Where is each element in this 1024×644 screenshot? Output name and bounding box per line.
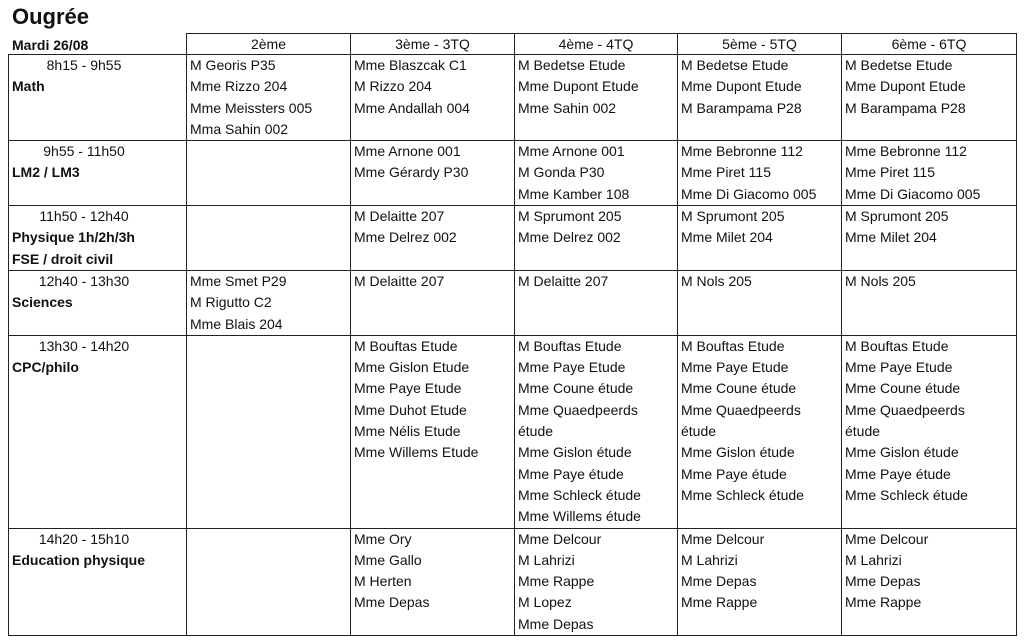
teacher-entry: Mme Arnone 001 — [518, 143, 625, 160]
teacher-entry: Mme Ory — [354, 530, 412, 547]
teacher-entry: Mme Sahin 002 — [518, 99, 617, 116]
table-row — [9, 206, 1017, 271]
teacher-entry: M Rigutto C2 — [190, 294, 272, 311]
subject-label: Math — [12, 78, 45, 95]
teacher-entry: Mme Paye Etude — [681, 359, 789, 376]
subject-label: LM2 / LM3 — [12, 164, 80, 181]
teacher-entry: Mme Willems étude — [518, 508, 641, 525]
schedule-cell — [351, 528, 515, 635]
table-row — [9, 528, 1017, 635]
schedule-cell — [842, 528, 1017, 635]
schedule-cell — [842, 55, 1017, 141]
schedule-cell — [842, 335, 1017, 528]
teacher-entry: M Bouftas Etude — [681, 337, 785, 354]
teacher-entry: Mme Bebronne 112 — [681, 143, 803, 160]
teacher-entry: Mme Piret 115 — [681, 164, 771, 181]
schedule-cell — [351, 270, 515, 335]
teacher-entry: Mme Coune étude — [518, 380, 634, 397]
schedule-cell — [678, 270, 842, 335]
teacher-entry: Mme Depas — [354, 594, 430, 611]
teacher-entry: M Bouftas Etude — [845, 337, 949, 354]
teacher-entry: Mme Delcour — [681, 530, 765, 547]
teacher-entry: Mma Sahin 002 — [190, 120, 289, 137]
schedule-cell — [678, 141, 842, 206]
teacher-entry: Mme Delrez 002 — [354, 229, 457, 246]
teacher-entry: M Delaitte 207 — [354, 208, 445, 225]
teacher-entry: Mme Rappe — [845, 594, 922, 611]
time-slot-cell — [9, 335, 187, 528]
subject-label: FSE / droit civil — [12, 250, 114, 267]
teacher-entry: Mme Andallah 004 — [354, 99, 470, 116]
teacher-entry: Mme Duhot Etude — [354, 401, 467, 418]
time-range: 9h55 - 11h50 — [43, 143, 125, 160]
schedule-cell — [515, 141, 678, 206]
teacher-entry: M Lopez — [518, 594, 572, 611]
teacher-entry: Mme Rappe — [518, 573, 595, 590]
teacher-entry: Mme Piret 115 — [845, 164, 935, 181]
time-range: 14h20 - 15h10 — [38, 530, 130, 547]
time-range: 8h15 - 9h55 — [46, 57, 122, 73]
teacher-entry: Mme Kamber 108 — [518, 185, 630, 202]
teacher-entry: Mme Paye étude — [845, 465, 951, 482]
teacher-entry: M Bedetse Etude — [845, 57, 953, 73]
schedule-cell — [515, 335, 678, 528]
teacher-entry: Mme Quaedpeerds — [681, 401, 801, 418]
teacher-entry: Mme Quaedpeerds — [518, 401, 638, 418]
table-row — [9, 335, 1017, 528]
date-label: Mardi 26/08 — [12, 37, 89, 53]
schedule-cell — [515, 55, 678, 141]
teacher-entry: Mme Nélis Etude — [354, 423, 461, 440]
schedule-cell — [678, 528, 842, 635]
teacher-entry: M Bouftas Etude — [518, 337, 622, 354]
schedule-cell — [515, 206, 678, 271]
teacher-entry: Mme Meissters 005 — [190, 99, 313, 116]
teacher-entry: M Gonda P30 — [518, 164, 605, 181]
schedule-cell — [187, 335, 351, 528]
teacher-entry: Mme Bebronne 112 — [845, 143, 967, 160]
teacher-entry: M Georis P35 — [190, 57, 276, 73]
teacher-entry: Mme Rappe — [681, 594, 758, 611]
teacher-entry: Mme Di Giacomo 005 — [845, 185, 981, 202]
schedule-cell — [678, 335, 842, 528]
teacher-entry: Mme Milet 204 — [845, 229, 937, 246]
page-title: Ougrée — [12, 4, 90, 29]
teacher-entry: Mme Arnone 001 — [354, 143, 461, 160]
teacher-entry: Mme Depas — [518, 615, 594, 632]
teacher-entry: Mme Gérardy P30 — [354, 164, 469, 181]
teacher-entry: Mme Gallo — [354, 551, 422, 568]
teacher-entry: M Rizzo 204 — [354, 78, 432, 95]
teacher-entry: M Barampama P28 — [681, 99, 802, 116]
teacher-entry: M Sprumont 205 — [681, 208, 785, 225]
schedule-cell — [351, 335, 515, 528]
schedule-cell — [187, 206, 351, 271]
time-slot-cell — [9, 528, 187, 635]
subject-label: Education physique — [12, 551, 146, 568]
column-header: 5ème - 5TQ — [678, 34, 842, 55]
teacher-entry: M Lahrizi — [681, 551, 738, 568]
schedule-cell — [515, 270, 678, 335]
teacher-entry: Mme Delcour — [518, 530, 602, 547]
time-range: 11h50 - 12h40 — [39, 208, 129, 225]
teacher-entry: Mme Quaedpeerds — [845, 401, 965, 418]
header-row — [9, 34, 1017, 55]
teacher-entry: Mme Coune étude — [681, 380, 797, 397]
teacher-entry: Mme Schleck étude — [681, 486, 804, 503]
teacher-entry: Mme Paye Etude — [518, 359, 626, 376]
schedule-cell — [187, 55, 351, 141]
subject-label: Physique 1h/2h/3h — [12, 229, 135, 246]
schedule-table — [8, 33, 1017, 636]
teacher-entry: Mme Paye étude — [518, 465, 624, 482]
teacher-entry: M Bedetse Etude — [681, 57, 789, 73]
teacher-entry: Mme Paye étude — [681, 465, 787, 482]
teacher-entry: Mme Delcour — [845, 530, 929, 547]
teacher-entry: M Herten — [354, 573, 412, 590]
teacher-entry: Mme Gislon étude — [518, 444, 632, 461]
teacher-entry: M Delaitte 207 — [518, 272, 609, 289]
teacher-entry: Mme Willems Etude — [354, 444, 479, 461]
teacher-entry: M Lahrizi — [845, 551, 902, 568]
column-header: 6ème - 6TQ — [842, 34, 1017, 55]
teacher-entry: Mme Di Giacomo 005 — [681, 185, 817, 202]
teacher-entry: M Lahrizi — [518, 551, 575, 568]
teacher-entry: Mme Delrez 002 — [518, 229, 621, 246]
time-slot-cell — [9, 55, 187, 141]
column-header: 2ème — [187, 34, 351, 55]
teacher-entry: M Sprumont 205 — [518, 208, 622, 225]
schedule-cell — [351, 55, 515, 141]
schedule-cell — [678, 206, 842, 271]
teacher-entry: Mme Rizzo 204 — [190, 78, 288, 95]
teacher-entry: Mme Smet P29 — [190, 272, 287, 289]
schedule-cell — [187, 270, 351, 335]
teacher-entry: M Barampama P28 — [845, 99, 966, 116]
teacher-entry: Mme Gislon Etude — [354, 359, 470, 376]
time-slot-cell — [9, 141, 187, 206]
schedule-cell — [187, 528, 351, 635]
table-row — [9, 270, 1017, 335]
schedule-cell — [515, 528, 678, 635]
teacher-entry: Mme Gislon étude — [681, 444, 795, 461]
time-range: 13h30 - 14h20 — [38, 337, 130, 354]
teacher-entry: M Delaitte 207 — [354, 272, 445, 289]
schedule-cell — [187, 141, 351, 206]
teacher-entry: M Sprumont 205 — [845, 208, 949, 225]
teacher-entry: Mme Paye Etude — [354, 380, 462, 397]
time-slot-cell — [9, 206, 187, 271]
teacher-entry: Mme Gislon étude — [845, 444, 959, 461]
teacher-entry: Mme Paye Etude — [845, 359, 953, 376]
column-header: 3ème - 3TQ — [351, 34, 515, 55]
teacher-entry: Mme Dupont Etude — [518, 78, 639, 95]
column-header: 4ème - 4TQ — [515, 34, 678, 55]
subject-label: Sciences — [12, 294, 73, 311]
schedule-cell — [842, 270, 1017, 335]
teacher-entry: Mme Dupont Etude — [681, 78, 802, 95]
teacher-entry: M Bedetse Etude — [518, 57, 626, 73]
schedule-cell — [351, 141, 515, 206]
teacher-entry: Mme Coune étude — [845, 380, 961, 397]
teacher-entry: M Nols 205 — [681, 272, 752, 289]
schedule-cell — [351, 206, 515, 271]
schedule-cell — [678, 55, 842, 141]
schedule-cell — [842, 206, 1017, 271]
teacher-entry: Mme Depas — [681, 573, 757, 590]
teacher-entry: Mme Dupont Etude — [845, 78, 966, 95]
time-slot-cell — [9, 270, 187, 335]
table-row — [9, 55, 1017, 141]
teacher-entry: Mme Depas — [845, 573, 921, 590]
teacher-entry: étude — [518, 423, 554, 440]
teacher-entry: étude — [845, 423, 881, 440]
teacher-entry: Mme Schleck étude — [845, 486, 968, 503]
teacher-entry: M Nols 205 — [845, 272, 916, 289]
teacher-entry: Mme Schleck étude — [518, 486, 641, 503]
teacher-entry: Mme Blais 204 — [190, 315, 283, 332]
schedule-cell — [842, 141, 1017, 206]
teacher-entry: M Bouftas Etude — [354, 337, 458, 354]
teacher-entry: Mme Milet 204 — [681, 229, 773, 246]
table-row — [9, 141, 1017, 206]
subject-label: CPC/philo — [12, 359, 79, 376]
time-range: 12h40 - 13h30 — [38, 272, 130, 289]
schedule-body — [9, 55, 1017, 636]
teacher-entry: Mme Blaszcak C1 — [354, 57, 467, 73]
teacher-entry: étude — [681, 423, 717, 440]
